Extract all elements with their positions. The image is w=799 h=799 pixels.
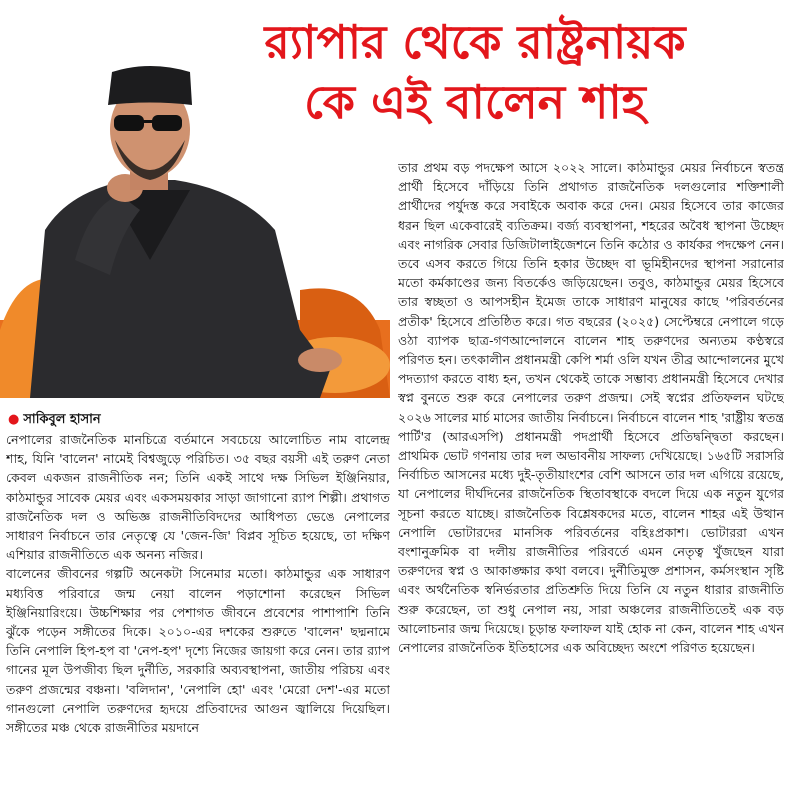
article-paragraph: নেপালের রাজনৈতিক মানচিত্রে বর্তমানে সবচেয়ে আলোচিত নাম বালেন্দ্র শাহ, যিনি 'বালেন' নামেই বিশ্বজুড়ে পরিচিত। ৩৫ বছর বয়সী এই তরুণ নেতা কেবল একজন রাজনীতিক নন; তিনি একই সাথে দক্ষ সিভিল ইঞ্জিনিয়ার, কাঠমান্ডুর সাবেক মেয়র এবং একসময়কার সাড়া জাগানো র‍্যাপ শিল্পী। প্রথাগত রাজনৈতিক দল ও অভিজ্ঞ রাজনীতিবিদদের আধিপত্য ভেঙে নেপালের সাধারণ নির্বাচনে তার নেতৃত্বে যে 'জেন-জি' বিপ্লব সূচিত হয়েছে, তা দক্ষিণ এশিয়ার রাজনীতিতে এক অনন্য নজির। [6,432,390,563]
portrait-photo [0,30,390,398]
article-paragraph: তার প্রথম বড় পদক্ষেপ আসে ২০২২ সালে। কাঠমান্ডুর মেয়র নির্বাচনে স্বতন্ত্র প্রার্থী হিসেবে দাঁড়িয়ে তিনি প্রথাগত রাজনৈতিক দলগুলোর শক্তিশালী প্রার্থীদের পর্যুদস্ত করে সবাইকে অবাক করে দেন। মেয়র হিসেবে তার কাজের ধরন ছিল একেবারেই ব্যতিক্রম। বর্জ্য ব্যবস্থাপনা, শহরের অবৈধ স্থাপনা উচ্ছেদ এবং নাগরিক সেবার ডিজিটালাইজেশনে তিনি কঠোর ও কার্যকর পদক্ষেপ নেন। তবে এসব করতে গিয়ে তিনি হকার উচ্ছেদ বা ভূমিহীনদের স্থাপনা সরানোর মতো কর্মকাণ্ডের জন্য বিতর্কেও জড়িয়েছেন। তবুও, কাঠমান্ডুর মেয়র হিসেবে তার স্বচ্ছতা ও আপসহীন ইমেজ তাকে সাধারণ মানুষের কাছে 'পরিবর্তনের প্রতীক' হিসেবে প্রতিষ্ঠিত করে। গত বছরের (২০২৫) সেপ্টেম্বরে নেপালে গড়ে ওঠা ব্যাপক ছাত্র-গণআন্দোলনে বালেন শাহ তরুণদের অন্যতম কণ্ঠস্বরে পরিণত হন। তৎকালীন প্রধানমন্ত্রী কেপি শর্মা ওলি যখন তীব্র আন্দোলনের মুখে পদত্যাগ করতে বাধ্য হন, তখন থেকেই তাকে সম্ভাব্য প্রধানমন্ত্রী হিসেবে দেখার স্বপ্ন বুনতে শুরু করে নেপালের তরুণ প্রজন্ম। সেই স্বপ্নের প্রতিফলন ঘটছে ২০২৬ সালের মার্চ মাসের জাতীয় নির্বাচনে। নির্বাচনে বালেন শাহ 'রাষ্ট্রীয় স্বতন্ত্র পার্টি'র (আরএসপি) প্রধানমন্ত্রী পদপ্রার্থী হিসেবে প্রতিদ্বন্দ্বিতা করছেন। প্রাথমিক ভোট গণনায় তার দল অভাবনীয় সাফল্য দেখিয়েছে। ১৬৫টি সরাসরি নির্বাচিত আসনের মধ্যে দুই-তৃতীয়াংশের বেশি আসনে তার দল এগিয়ে রয়েছে, যা নেপালের দীর্ঘদিনের রাজনৈতিক স্থিতাবস্থাকে বদলে দিয়ে এক নতুন যুগের সূচনা করতে যাচ্ছে। রাজনৈতিক বিশ্লেষকদের মতে, বালেন শাহর এই উত্থান নেপালি ভোটারদের মানসিক পরিবর্তনের বহিঃপ্রকাশ। ভোটাররা এখন বংশানুক্রমিক বা দলীয় রাজনীতির পরিবর্তে এমন নেতৃত্ব খুঁজছেন যারা তরুণদের স্বপ্ন ও আকাঙ্ক্ষার কথা বলবে। দুর্নীতিমুক্ত প্রশাসন, কর্মসংস্থান সৃষ্টি এবং অর্থনৈতিক স্বনির্ভরতার প্রতিশ্রুতি দিয়ে তিনি যে নতুন ধারার রাজনীতি শুরু করেছেন, তা শুধু নেপাল নয়, সারা অঞ্চলের রাজনীতিতেই এক বড় আলোচনার জন্ম দিয়েছে। চূড়ান্ত ফলাফল যাই হোক না কেন, বালেন শাহ এখন নেপালের রাজনৈতিক ইতিহাসের এক অবিচ্ছেদ্য অংশে পরিণত হয়েছেন। [398,160,784,656]
author-name: সাকিবুল হাসান [23,412,101,427]
bullet-icon: ● [8,412,20,427]
article-paragraph: বালেনের জীবনের গল্পটি অনেকটা সিনেমার মতো। কাঠমান্ডুর এক সাধারণ মধ্যবিত্ত পরিবারে জন্ম নেয়া বালেন পড়াশোনা করেছেন সিভিল ইঞ্জিনিয়ারিংয়ে। উচ্চশিক্ষার পর পেশাগত জীবনে প্রবেশের পাশাপাশি তিনি ঝুঁকে পড়েন সঙ্গীতের দিকে। ২০১০-এর দশকের শুরুতে 'বালেন' ছদ্মনামে তিনি নেপালি হিপ-হপ বা 'নেপ-হপ' দৃশ্যে নিজের জায়গা করে নেন। তার র‍্যাপ গানের মূল উপজীব্য ছিল দুর্নীতি, সরকারি অব্যবস্থাপনা, জাতীয় পরিচয় এবং তরুণ প্রজন্মের বঞ্চনা। 'বলিদান', 'নেপালি হো' এবং 'মেরো দেশ'-এর মতো গানগুলো নেপালি তরুণদের হৃদয়ে প্রতিবাদের আগুন জ্বালিয়ে দিয়েছিল। সঙ্গীতের মঞ্চ থেকে রাজনীতির ময়দানে [6,566,390,736]
headline-line-1: র‍্যাপার থেকে রাষ্ট্রনায়ক [264,15,686,69]
article-column-left [6,430,390,792]
byline [8,410,101,431]
article-column-right [398,158,784,788]
headline-line-2: কে এই বালেন শাহ [304,75,646,129]
